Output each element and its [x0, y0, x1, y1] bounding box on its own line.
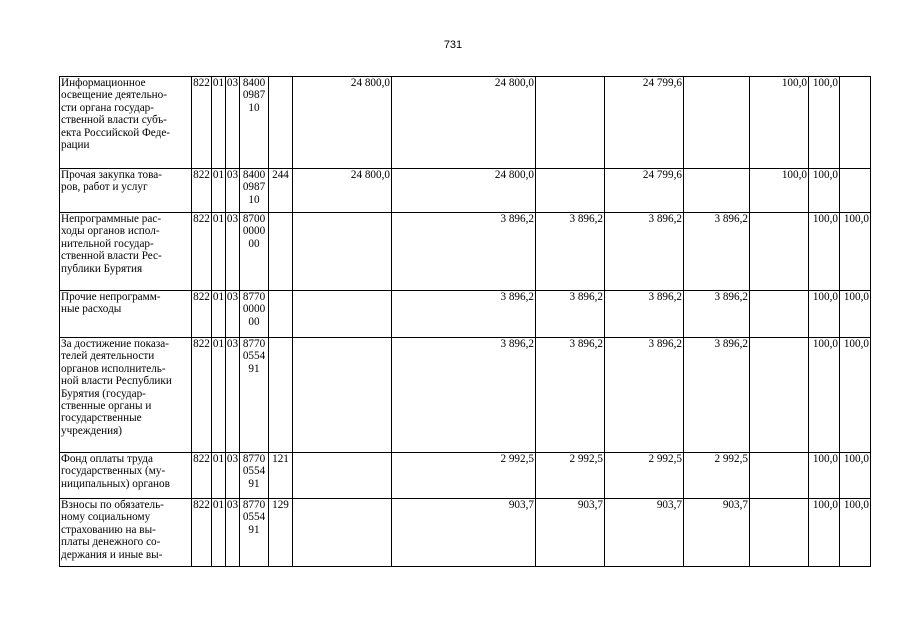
cell-c4: 24 799,6: [605, 77, 684, 169]
cell-c1: [293, 213, 392, 291]
name-line: Бурятия (государ-: [61, 387, 146, 400]
table-row: [60, 499, 871, 567]
name-line: ходы органов испол-: [61, 225, 160, 238]
cell-csr: [240, 213, 269, 291]
cell-ved: 822: [192, 169, 212, 213]
cell-name: [60, 499, 192, 567]
csr-line: 0000: [242, 303, 266, 316]
cell-c2: 3 896,2: [392, 291, 536, 338]
table-row: [60, 213, 871, 291]
name-line: органов исполнитель-: [61, 362, 166, 375]
cell-rz: 01: [212, 77, 226, 169]
name-line: Непрограммные рас-: [61, 213, 162, 225]
cell-c5: 903,7: [684, 499, 750, 567]
cell-c2: 24 800,0: [392, 169, 536, 213]
cell-c7: 100,0: [809, 213, 840, 291]
cell-pr: 03: [226, 169, 240, 213]
cell-c7: 100,0: [809, 453, 840, 499]
cell-name: [60, 213, 192, 291]
cell-rz: 01: [212, 169, 226, 213]
name-line: екта Российской Феде-: [61, 126, 171, 139]
name-line: Информационное: [61, 77, 146, 89]
name-line: Прочие непрограмм-: [61, 291, 161, 303]
cell-c5: [684, 169, 750, 213]
cell-csr: [240, 77, 269, 169]
csr-line: 8770: [242, 499, 266, 511]
cell-c5: 3 896,2: [684, 291, 750, 338]
cell-rz: 01: [212, 291, 226, 338]
cell-c5: 2 992,5: [684, 453, 750, 499]
cell-pr: 03: [226, 453, 240, 499]
cell-pr: 03: [226, 499, 240, 567]
cell-c8: 100,0: [840, 213, 871, 291]
cell-c1: [293, 499, 392, 567]
cell-c7: 100,0: [809, 291, 840, 338]
cell-c7: 100,0: [809, 338, 840, 453]
cell-rz: 01: [212, 213, 226, 291]
cell-vr: [269, 338, 293, 453]
csr-line: 0554: [242, 465, 266, 478]
csr-line: 0987: [242, 89, 266, 102]
cell-ved: 822: [192, 453, 212, 499]
name-line: страхованию на вы-: [61, 523, 156, 536]
cell-c3: [536, 169, 605, 213]
name-line: учреждения): [61, 424, 123, 437]
cell-c2: 24 800,0: [392, 77, 536, 169]
cell-name: [60, 291, 192, 338]
name-line: ные расходы: [61, 303, 122, 316]
page-number: 731: [443, 39, 463, 51]
table-row: [60, 291, 871, 338]
cell-rz: 01: [212, 499, 226, 567]
name-line: ственной власти субъ-: [61, 114, 167, 127]
table-row: [60, 169, 871, 213]
cell-csr: [240, 338, 269, 453]
csr-line: 8770: [242, 291, 266, 303]
name-line: телей деятельности: [61, 350, 155, 363]
name-line: нительной государ-: [61, 237, 154, 250]
cell-c4: 903,7: [605, 499, 684, 567]
table-row: [60, 453, 871, 499]
cell-c8: [840, 77, 871, 169]
cell-c6: 100,0: [750, 77, 809, 169]
cell-vr: [269, 77, 293, 169]
name-line: сти органа государ-: [61, 101, 154, 114]
cell-c8: 100,0: [840, 499, 871, 567]
table-row: [60, 77, 871, 169]
cell-c8: 100,0: [840, 291, 871, 338]
csr-line: 0000: [242, 225, 266, 238]
cell-rz: 01: [212, 338, 226, 453]
csr-line: 8770: [242, 338, 266, 350]
cell-c1: 24 800,0: [293, 169, 392, 213]
csr-line: 0987: [242, 181, 266, 194]
cell-c8: [840, 169, 871, 213]
cell-c3: 903,7: [536, 499, 605, 567]
cell-csr: [240, 499, 269, 567]
cell-name: [60, 453, 192, 499]
cell-c5: 3 896,2: [684, 338, 750, 453]
csr-line: 00: [248, 315, 260, 328]
name-line: За достижение показа-: [61, 338, 169, 350]
cell-vr: [269, 291, 293, 338]
cell-c2: 3 896,2: [392, 338, 536, 453]
cell-c2: 903,7: [392, 499, 536, 567]
csr-line: 10: [248, 101, 260, 114]
cell-name: [60, 77, 192, 169]
cell-vr: 244: [269, 169, 293, 213]
csr-line: 0554: [242, 350, 266, 363]
name-line: Прочая закупка това-: [61, 169, 162, 181]
name-line: ственной власти Рес-: [61, 250, 162, 263]
cell-c2: 3 896,2: [392, 213, 536, 291]
csr-line: 91: [248, 362, 260, 375]
name-line: ров, работ и услуг: [61, 181, 148, 194]
cell-c7: 100,0: [809, 169, 840, 213]
cell-vr: 121: [269, 453, 293, 499]
cell-ved: 822: [192, 213, 212, 291]
name-line: держания и иные вы-: [61, 548, 163, 561]
cell-name: [60, 338, 192, 453]
cell-c5: [684, 77, 750, 169]
cell-c6: [750, 213, 809, 291]
csr-line: 8400: [242, 77, 266, 89]
csr-line: 91: [248, 523, 260, 536]
name-line: ному социальному: [61, 511, 151, 524]
cell-c8: 100,0: [840, 453, 871, 499]
cell-c1: [293, 453, 392, 499]
cell-rz: 01: [212, 453, 226, 499]
csr-line: 8400: [242, 169, 266, 181]
cell-c3: 3 896,2: [536, 213, 605, 291]
name-line: ной власти Республики: [61, 375, 172, 388]
cell-pr: 03: [226, 77, 240, 169]
cell-c3: 2 992,5: [536, 453, 605, 499]
cell-c1: 24 800,0: [293, 77, 392, 169]
cell-ved: 822: [192, 499, 212, 567]
cell-c1: [293, 291, 392, 338]
csr-line: 00: [248, 237, 260, 250]
name-line: платы денежного со-: [61, 536, 161, 549]
cell-csr: [240, 291, 269, 338]
cell-c7: 100,0: [809, 77, 840, 169]
csr-line: 8770: [242, 453, 266, 465]
name-line: государственных (му-: [61, 465, 166, 478]
cell-c8: 100,0: [840, 338, 871, 453]
cell-csr: [240, 169, 269, 213]
csr-line: 10: [248, 193, 260, 206]
name-line: рации: [61, 139, 90, 152]
name-line: государственные: [61, 412, 142, 425]
cell-c6: [750, 338, 809, 453]
cell-pr: 03: [226, 291, 240, 338]
name-line: ственные органы и: [61, 400, 152, 413]
cell-pr: 03: [226, 338, 240, 453]
cell-ved: 822: [192, 77, 212, 169]
cell-c6: [750, 453, 809, 499]
cell-c6: 100,0: [750, 169, 809, 213]
csr-line: 0554: [242, 511, 266, 524]
cell-c4: 3 896,2: [605, 213, 684, 291]
name-line: освещение деятельно-: [61, 89, 167, 102]
csr-line: 8700: [242, 213, 266, 225]
budget-table: [59, 76, 871, 567]
cell-c5: 3 896,2: [684, 213, 750, 291]
name-line: Взносы по обязатель-: [61, 499, 164, 511]
name-line: публики Бурятия: [61, 262, 143, 275]
cell-c4: 2 992,5: [605, 453, 684, 499]
cell-c1: [293, 338, 392, 453]
cell-csr: [240, 453, 269, 499]
cell-c6: [750, 499, 809, 567]
cell-c4: 24 799,6: [605, 169, 684, 213]
cell-c4: 3 896,2: [605, 338, 684, 453]
cell-ved: 822: [192, 338, 212, 453]
cell-vr: 129: [269, 499, 293, 567]
cell-vr: [269, 213, 293, 291]
name-line: Фонд оплаты труда: [61, 453, 153, 465]
cell-c3: 3 896,2: [536, 291, 605, 338]
cell-c3: 3 896,2: [536, 338, 605, 453]
cell-c4: 3 896,2: [605, 291, 684, 338]
cell-c2: 2 992,5: [392, 453, 536, 499]
name-line: ниципальных) органов: [61, 477, 170, 490]
cell-ved: 822: [192, 291, 212, 338]
cell-c6: [750, 291, 809, 338]
cell-c3: [536, 77, 605, 169]
cell-pr: 03: [226, 213, 240, 291]
cell-c7: 100,0: [809, 499, 840, 567]
csr-line: 91: [248, 477, 260, 490]
table-row: [60, 338, 871, 453]
cell-name: [60, 169, 192, 213]
